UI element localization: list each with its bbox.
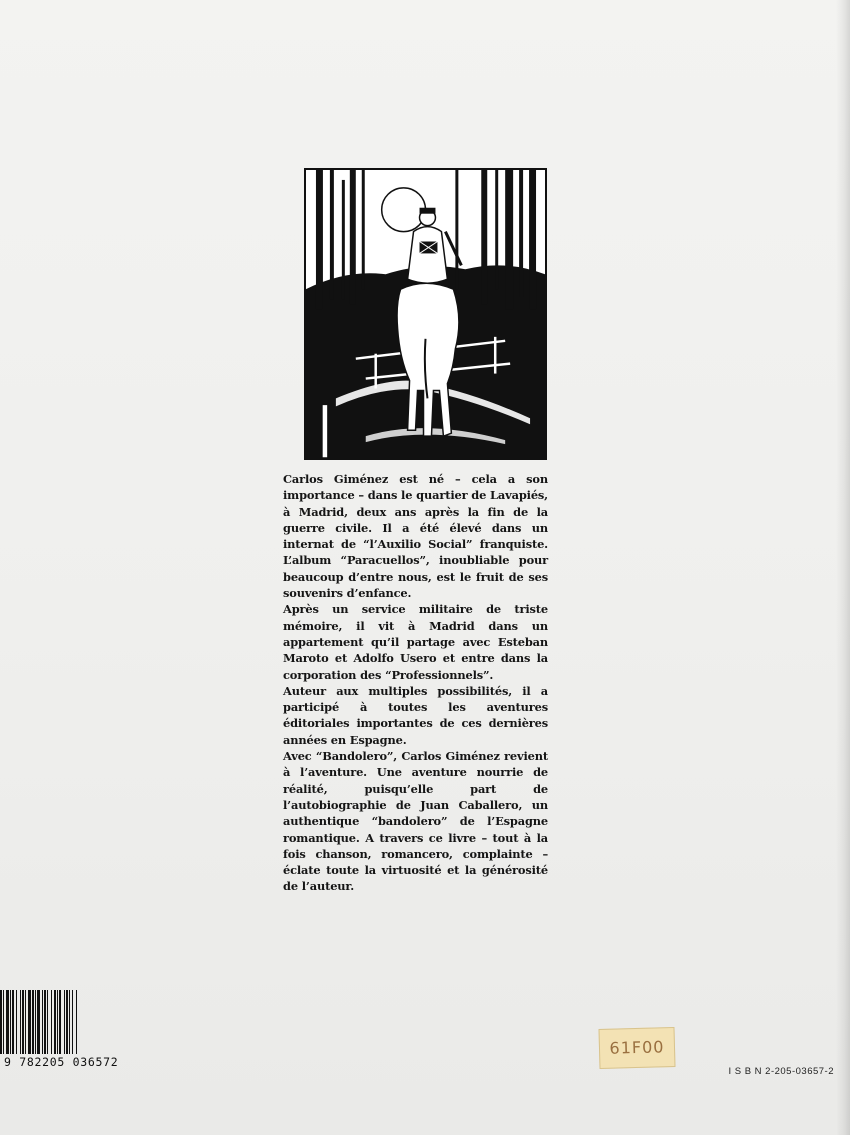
barcode-bar [77, 990, 78, 1054]
barcode [0, 990, 138, 1072]
bio-paragraph: Carlos Giménez est né – cela a son importance – dans le quartier de Lavapiés, à Madrid, deux ans après la fin de la guerre civile. Il a été élevé dans un internat de “l’Auxilio Social” franquiste. L’album “Paracuellos”, inoubliable pour beaucoup d’entre nous, est le fruit de ses souvenirs d’enfance. [283, 472, 548, 601]
bio-paragraph: Avec “Bandolero”, Carlos Giménez revient à l’aventure. Une aventure nourrie de réalité, puisqu’elle part de l’autobiographie de Juan Caballero, un authentique “bandolero” de l’Espagne romantique. A travers ce livre – tout à la fois chanson, romancero, complainte – éclate toute la virtuosité et la générosité de l’auteur. [283, 749, 548, 894]
barcode-bars [0, 990, 138, 1054]
bio-paragraph: Après un service militaire de triste mémoire, il vit à Madrid dans un appartement qu’il partage avec Esteban Maroto et Adolfo Usero et entre dans la corporation des “Professionnels”. [283, 602, 548, 682]
barcode-number: 9 782205 036572 [4, 1055, 119, 1069]
isbn-label: I S B N 2-205-03657-2 [728, 1066, 834, 1077]
rider-illustration [304, 168, 547, 460]
price-sticker [598, 1027, 675, 1069]
author-biography [283, 471, 548, 895]
cover-edge-shadow [836, 0, 850, 1135]
bio-paragraph: Auteur aux multiples possibilités, il a participé à toutes les aventures éditoriales importantes de ces dernières années en Espagne. [283, 683, 548, 747]
price-label: 61F00 [609, 1037, 665, 1058]
